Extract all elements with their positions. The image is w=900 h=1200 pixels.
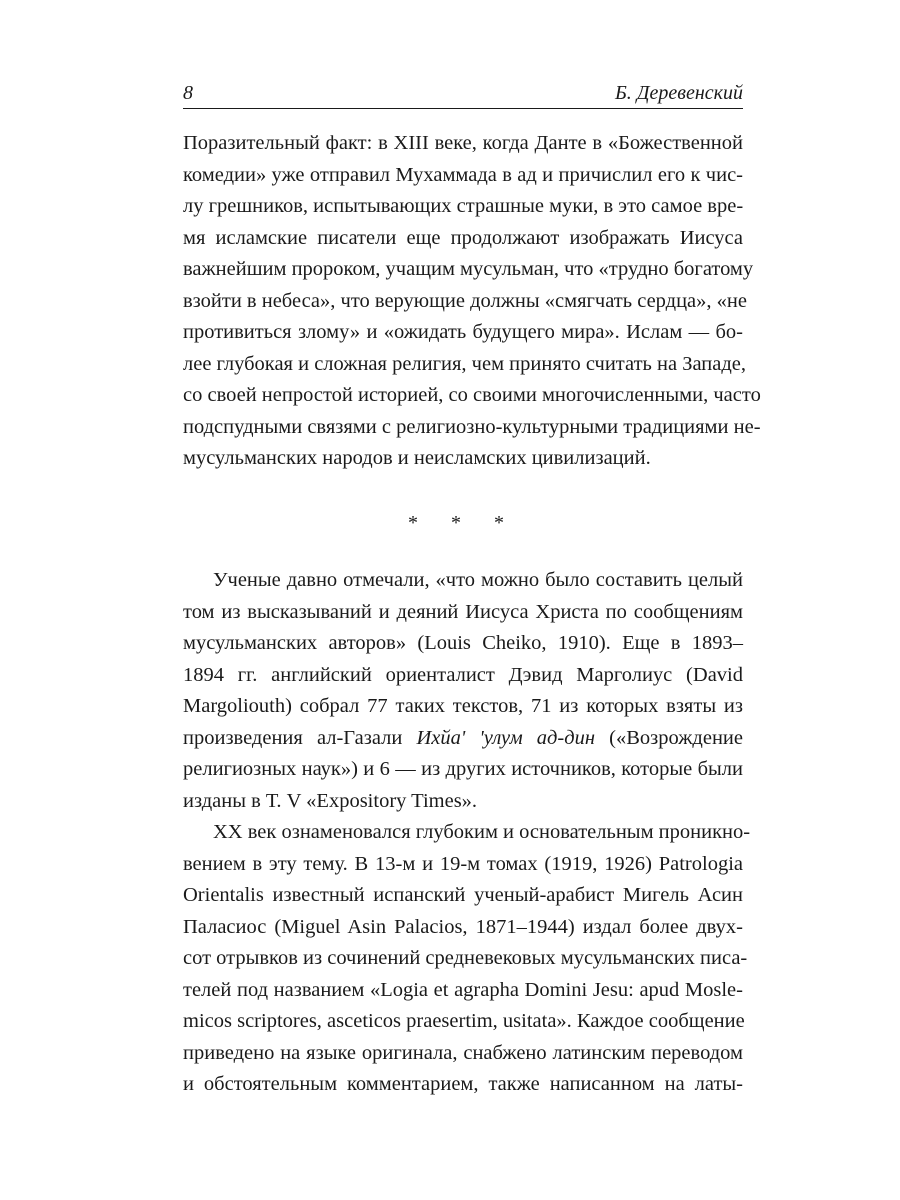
text-line: вением в эту тему. В 13-м и 19-м томах (1919, 1926) Patrologia: [183, 852, 743, 875]
text-line: и обстоятельным комментарием, также написанном на латы-: [183, 1073, 743, 1095]
text-line: Поразительный факт: в XIII веке, когда Данте в «Божественной: [183, 132, 743, 154]
text-line: том из высказываний и деяний Иисуса Христа по сообщениям: [183, 600, 743, 623]
text-line: micos scriptores, asceticos praesertim, usitata». Каждое сообщение: [183, 1010, 745, 1032]
text-line: мя исламские писатели еще продолжают изображать Иисуса: [183, 226, 743, 249]
text-line: противиться злому» и «ожидать будущего мира». Ислам — бо-: [183, 321, 743, 343]
text-run: («Возрождение: [595, 726, 744, 749]
text-line: Ученые давно отмечали, «что можно было составить целый: [213, 569, 743, 591]
text-line: религиозных наук») и 6 — из других источников, которые были: [183, 758, 743, 780]
running-head: [183, 80, 743, 109]
text-line: изданы в Т. V «Expository Times».: [183, 789, 478, 812]
page-number: 8: [183, 82, 193, 104]
text-line: важнейшим пророком, учащим мусульман, что «трудно богатому: [183, 258, 754, 280]
paragraph-2: [183, 565, 751, 1101]
text-line: телей под названием «Logia et agrapha Domini Jesu: apud Mosle-: [183, 978, 743, 1001]
text-line: XX век ознаменовался глубоким и основательным проникно-: [213, 821, 751, 843]
paragraph-1: [183, 128, 761, 475]
text-line: комедии» уже отправил Мухаммада в ад и причислил его к чис-: [183, 163, 743, 186]
section-separator: * * *: [408, 512, 518, 534]
text-line: подспудными связями с религиозно-культурными традициями не-: [183, 415, 761, 438]
text-line: приведено на языке оригинала, снабжено латинским переводом: [183, 1041, 743, 1064]
text-line: лу грешников, испытывающих страшные муки, в это самое вре-: [183, 195, 744, 217]
text-line: лее глубокая и сложная религия, чем принято считать на Западе,: [183, 352, 747, 375]
text-line: Margoliouth) собрал 77 таких текстов, 71 из которых взяты из: [183, 695, 743, 717]
text-line: 1894 гг. английский ориенталист Дэвид Марголиус (David: [183, 663, 743, 686]
text-line: мусульманских народов и неисламских цивилизаций.: [183, 447, 651, 469]
text-run: произведения ал-Газали: [183, 726, 417, 749]
text-line: [183, 723, 743, 755]
text-line: со своей непростой историей, со своими многочисленными, часто: [183, 384, 761, 406]
text-line: сот отрывков из сочинений средневековых мусульманских писа-: [183, 947, 748, 969]
running-head-author: Б. Деревенский: [615, 82, 743, 104]
text-line: Паласиос (Miguel Asin Palacios, 1871–1944) издал более двух-: [183, 915, 743, 938]
text-line: взойти в небеса», что верующие должны «смягчать сердца», «не: [183, 289, 747, 312]
book-title-italic: Ихйа' 'улум ад-дин: [416, 726, 596, 749]
text-line: мусульманских авторов» (Louis Cheiko, 1910). Еще в 1893–: [183, 632, 743, 654]
text-line: Orientalis известный испанский ученый-арабист Мигель Асин: [183, 884, 743, 906]
